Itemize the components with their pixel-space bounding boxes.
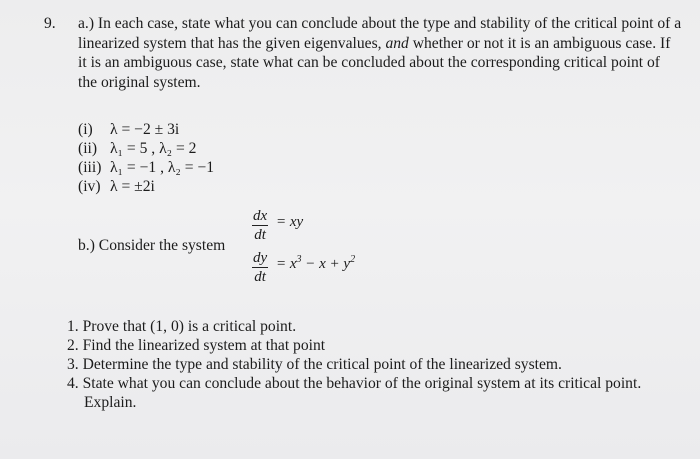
part-a-emphasis-and: and: [385, 34, 409, 52]
case-iv-text: λ = ±2i: [110, 178, 155, 195]
equation-2-rhs-pre: = x: [276, 256, 297, 272]
equation-2-numerator: dy: [253, 250, 268, 266]
equation-2-fraction: [252, 250, 268, 285]
case-iii-text: λ₁ = −1 , λ₂ = −1: [110, 159, 215, 176]
case-iii: [78, 158, 214, 177]
equation-1-denominator: dt: [254, 227, 266, 243]
case-iv: [78, 177, 155, 196]
part-a-line-2: [78, 34, 678, 54]
part-b-intro: b.) Consider the system: [78, 237, 226, 254]
task-4-continuation: Explain.: [84, 394, 137, 411]
equation-2-denominator: dt: [254, 269, 266, 285]
equation-1-rhs: = xy: [276, 214, 304, 230]
case-iv-label: (iv): [78, 178, 101, 195]
case-i-label: (i): [78, 121, 93, 138]
part-a-line-2-end: whether or not it is an ambiguous case. If: [412, 34, 671, 52]
task-2: 2. Find the linearized system at that point: [67, 337, 326, 354]
problem-number: 9.: [44, 15, 56, 32]
part-a-line-2-start: linearized system that has the given eigenvalues,: [78, 34, 382, 52]
part-a-paragraph: [78, 14, 682, 92]
equation-2-rhs-mid: − x + y: [301, 256, 351, 272]
task-1: 1. Prove that (1, 0) is a critical point.: [67, 318, 297, 335]
equation-2-rhs: [276, 256, 355, 273]
case-i-text: λ = −2 ± 3i: [110, 121, 180, 138]
case-ii-text: λ₁ = 5 , λ₂ = 2: [110, 140, 197, 157]
equation-1-numerator: dx: [253, 208, 268, 224]
task-3: 3. Determine the type and stability of the critical point of the linearized system.: [67, 356, 562, 373]
case-ii-label: (ii): [78, 140, 98, 157]
part-a-line-1: a.) In each case, state what you can conclude about the type and stability of the critical point of a: [78, 15, 682, 32]
case-i: [78, 120, 179, 139]
equation-2-exp-1: 3: [296, 254, 302, 265]
part-a-line-3: it is an ambiguous case, state what can be concluded about the corresponding critical point of: [78, 54, 660, 71]
part-a-line-4: the original system.: [78, 73, 201, 91]
equation-2-exp-2: 2: [350, 254, 356, 265]
equation-1-fraction: [252, 208, 268, 243]
case-ii: [78, 139, 196, 158]
task-4: 4. State what you can conclude about the behavior of the original system at its critical point.: [67, 375, 642, 392]
case-iii-label: (iii): [78, 159, 102, 176]
